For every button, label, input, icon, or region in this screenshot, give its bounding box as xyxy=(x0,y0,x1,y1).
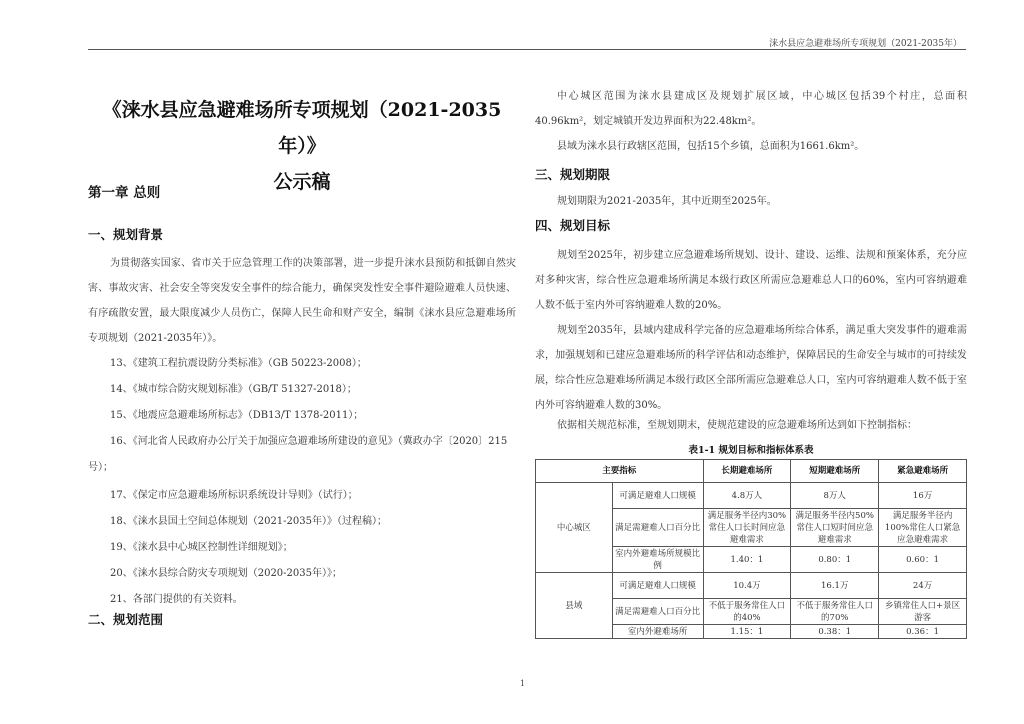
table-cell: 满足需避难人口百分比 xyxy=(612,509,703,547)
table-cell: 满足服务半径内30%常住人口长时间应急避难需求 xyxy=(703,509,791,547)
header-main-indicator: 主要指标 xyxy=(536,460,704,483)
goal-paragraph-1: 规划至2025年，初步建立应急避难场所规划、设计、建设、运维、法规和预案体系，充分应对多种灾害，综合性应急避难场所满足本级行政区所需应急避难总人口的60%，室内可容纳避难人数不低于室内外可容纳避难人数的20%。 xyxy=(535,250,967,311)
table-cell: 乡镇常住人口+景区游客 xyxy=(879,599,967,625)
header-rule xyxy=(88,49,966,50)
ref-15: 15、《地震应急避难场所标志》（DB13/T 1378-2011）； xyxy=(110,410,364,421)
ref-20: 20、《涞水县综合防灾专项规划（2020-2035年）》； xyxy=(110,568,343,579)
section-heading-period: 三、规划期限 xyxy=(535,167,611,182)
section-heading-goals: 四、规划目标 xyxy=(535,218,611,233)
table-row xyxy=(536,573,967,599)
table-cell: 不低于服务常住人口的40% xyxy=(703,599,791,625)
ref-14: 14、《城市综合防灾规划标准》（GB/T 51327-2018）； xyxy=(110,384,357,395)
targets-table xyxy=(535,459,967,639)
table-cell: 可满足避难人口规模 xyxy=(612,483,703,509)
table-cell: 4.8万人 xyxy=(703,483,791,509)
section-heading-background: 一、规划背景 xyxy=(88,227,164,242)
ref-16: 16、《河北省人民政府办公厅关于加强应急避难场所建设的意见》（冀政办字〔2020〕215 xyxy=(110,436,508,447)
header-short-term: 短期避难场所 xyxy=(791,460,879,483)
table-cell: 1.40：1 xyxy=(703,547,791,573)
table-cell: 0.38：1 xyxy=(791,625,879,639)
scope-paragraph-1: 中心城区范围为涞水县建成区及规划扩展区域，中心城区包括39个村庄，总面积40.96km²，划定城镇开发边界面积为22.48km²。 xyxy=(535,91,967,127)
running-header: 涞水县应急避难场所专项规划（2021-2035年） xyxy=(769,39,962,49)
ref-18: 18、《涞水县国土空间总体规划（2021-2035年）》（过程稿）； xyxy=(110,516,388,527)
table-cell: 0.60：1 xyxy=(879,547,967,573)
section-heading-scope: 二、规划范围 xyxy=(88,612,164,627)
table-cell: 室内外避难场所规模比例 xyxy=(612,547,703,573)
table-caption: 表1-1 规划目标和指标体系表 xyxy=(688,445,814,456)
table-cell: 16.1万 xyxy=(791,573,879,599)
table-cell: 0.36：1 xyxy=(879,625,967,639)
goal-paragraph-2: 规划至2035年，县域内建成科学完备的应急避难场所综合体系，满足重大突发事件的避难需求，加强规划和已建应急避难场所的科学评估和动态维护，保障居民的生命安全与城市的可持续发展，综合性应急避难场所满足本级行政区全部所需应急避难总人口，室内可容纳避难人数不低于室内外可容纳避难人数的30%。 xyxy=(535,325,967,411)
table-cell: 可满足避难人口规模 xyxy=(612,573,703,599)
title-line-2: 公示稿 xyxy=(273,171,331,193)
table-cell: 0.80：1 xyxy=(791,547,879,573)
goal-paragraph-3: 依据相关规范标准，至规划期末，使规范建设的应急避难场所达到如下控制指标： xyxy=(557,420,917,431)
table-cell: 满足需避难人口百分比 xyxy=(612,599,703,625)
chapter-heading: 第一章 总则 xyxy=(88,185,161,201)
background-paragraph: 为贯彻落实国家、省市关于应急管理工作的决策部署，进一步提升涞水县预防和抵御自然灾害、事故灾害、社会安全等突发安全事件的综合能力，确保突发性安全事件避险避难人员快速、有序疏散安置，最大限度减少人员伤亡，保障人民生命和财产安全，编制《涞水县应急避难场所专项规划（2021-2035年）》。 xyxy=(88,258,516,344)
region-center-cell: 中心城区 xyxy=(536,483,613,573)
ref-16-cont: 号）； xyxy=(88,462,113,473)
ref-21: 21、各部门提供的有关资料。 xyxy=(110,594,243,605)
page-number: 1 xyxy=(520,679,526,688)
period-paragraph: 规划期限为2021-2035年，其中近期至2025年。 xyxy=(557,196,777,207)
table-cell: 不低于服务常住人口的70% xyxy=(791,599,879,625)
ref-19: 19、《涞水县中心城区控制性详细规划》； xyxy=(110,542,293,553)
region-county-cell: 县域 xyxy=(536,573,613,639)
table-cell: 1.15：1 xyxy=(703,625,791,639)
table-cell: 16万 xyxy=(879,483,967,509)
table-cell: 8万人 xyxy=(791,483,879,509)
header-emergency: 紧急避难场所 xyxy=(879,460,967,483)
scope-paragraph-2: 县域为涞水县行政辖区范围，包括15个乡镇，总面积为1661.6km²。 xyxy=(557,141,865,152)
ref-17: 17、《保定市应急避难场所标识系统设计导则》（试行）； xyxy=(110,490,358,501)
header-long-term: 长期避难场所 xyxy=(703,460,791,483)
table-row xyxy=(536,483,967,509)
table-cell: 满足服务半径内100%常住人口紧急应急避难需求 xyxy=(879,509,967,547)
table-cell: 满足服务半径内50%常住人口短时间应急避难需求 xyxy=(791,509,879,547)
table-cell: 24万 xyxy=(879,573,967,599)
ref-13: 13、《建筑工程抗震设防分类标准》（GB 50223-2008）； xyxy=(110,358,367,369)
table-cell: 10.4万 xyxy=(703,573,791,599)
title-line-1: 《涞水县应急避难场所专项规划（2021-2035年）》 xyxy=(102,99,502,157)
table-cell: 室内外避难场所 xyxy=(612,625,703,639)
table-header-row xyxy=(536,460,967,483)
